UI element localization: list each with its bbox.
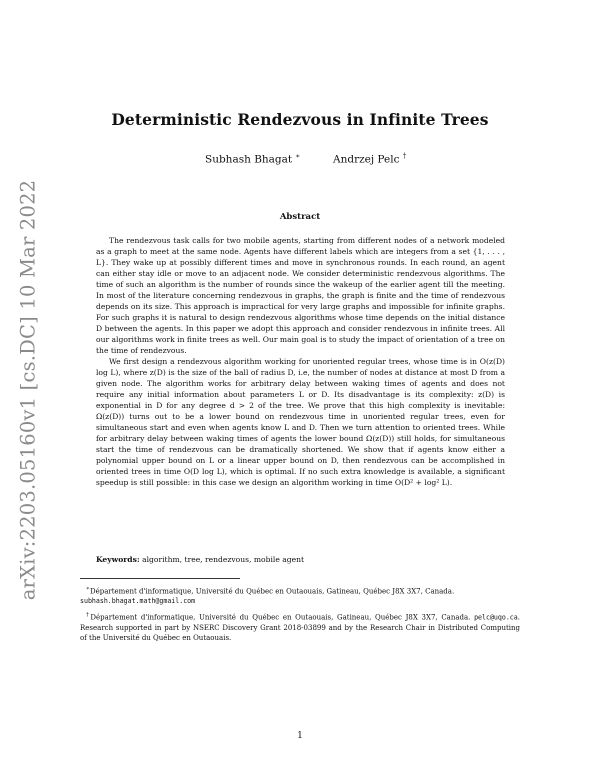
author-1-mark: ∗ bbox=[295, 152, 301, 160]
page-number: 1 bbox=[297, 731, 303, 741]
author-1 bbox=[205, 152, 300, 166]
footnote-1-text: Département d'informatique, Université du Québec en Outaouais, Gatineau, Québec J8X 3X7, Canada. bbox=[89, 587, 455, 596]
arxiv-id-text: arXiv:2203.05160v1 [cs.DC] 10 Mar 2022 bbox=[16, 179, 40, 601]
author-1-name: Subhash Bhagat bbox=[205, 153, 293, 166]
footnote-2-email: pelc@uqo.ca bbox=[474, 613, 518, 622]
paper-title: Deterministic Rendezvous in Infinite Trees bbox=[111, 110, 489, 129]
footnote-2 bbox=[80, 610, 520, 642]
footnote-1 bbox=[80, 584, 520, 606]
footnote-2-text: Département d'informatique, Université du Québec en Outaouais, Gatineau, Québec J8X 3X7, Canada. bbox=[90, 613, 471, 622]
abstract-paragraph-2: We first design a rendezvous algorithm working for unoriented regular trees, whose time is in O(z(D) log L), where z(D) is the size of the ball of radius D, i.e, the number of nodes at distance at most D from a given node. The algorithm works for arbitrary delay between waking times of agents and does not require any initial information about parameters L or D. Its disadvantage is its complexity: z(D) is exponential in D for any degree d > 2 of the tree. We prove that this high complexity is inevitable: Ω(z(D)) turns out to be a lower bound on rendezvous time in unoriented regular trees, even for simultaneous start and even when agents know L and D. Then we turn attention to oriented trees. While for arbitrary delay between waking times of agents the lower bound Ω(z(D)) still holds, for simultaneous start the time of rendezvous can be dramatically shortened. We show that if agents know either a polynomial upper bound on L or a linear upper bound on D, then rendezvous can be accomplished in oriented trees in time O(D log L), which is optimal. If no such extra knowledge is available, a significant speedup is still possible: in this case we design an algorithm working in time O(D² + log² L). bbox=[96, 357, 505, 487]
footnotes bbox=[80, 584, 520, 647]
keywords-text: algorithm, tree, rendezvous, mobile agent bbox=[142, 555, 305, 564]
author-2 bbox=[333, 152, 406, 166]
footnote-1-email: subhash.bhagat.math@gmail.com bbox=[80, 597, 196, 606]
keywords-label: Keywords: bbox=[96, 555, 140, 564]
author-2-mark: † bbox=[402, 152, 407, 160]
abstract-heading: Abstract bbox=[279, 212, 321, 222]
footnote-divider bbox=[80, 578, 240, 579]
author-2-name: Andrzej Pelc bbox=[333, 153, 400, 166]
abstract-body bbox=[96, 235, 505, 488]
footnote-2-extra: . Research supported in part by NSERC Discovery Grant 2018-03899 and by the Research Chair in Distributed Computing of the Université du Québec en Outaouais. bbox=[80, 613, 520, 642]
abstract-paragraph-1: The rendezvous task calls for two mobile agents, starting from different nodes of a network modeled as a graph to meet at the same node. Agents have different labels which are integers from a set {1, . . . , L}. They wake up at possibly different times and move in synchronous rounds. In each round, an agent can either stay idle or move to an adjacent node. We consider deterministic rendezvous algorithms. The time of such an algorithm is the number of rounds since the wakeup of the earlier agent till the meeting. In most of the literature concerning rendezvous in graphs, the graph is finite and the time of rendezvous depends on its size. This approach is impractical for very large graphs and impossible for infinite graphs. For such graphs it is natural to design rendezvous algorithms whose time depends on the initial distance D between the agents. In this paper we adopt this approach and consider rendezvous in infinite trees. All our algorithms work in finite trees as well. Our main goal is to study the impact of orientation of a tree on the time of rendezvous. bbox=[96, 236, 505, 355]
arxiv-identifier-stamp bbox=[8, 179, 48, 601]
footnote-2-mark: † bbox=[86, 612, 91, 619]
keywords-line bbox=[96, 555, 505, 564]
footnote-1-mark: ∗ bbox=[86, 586, 90, 592]
